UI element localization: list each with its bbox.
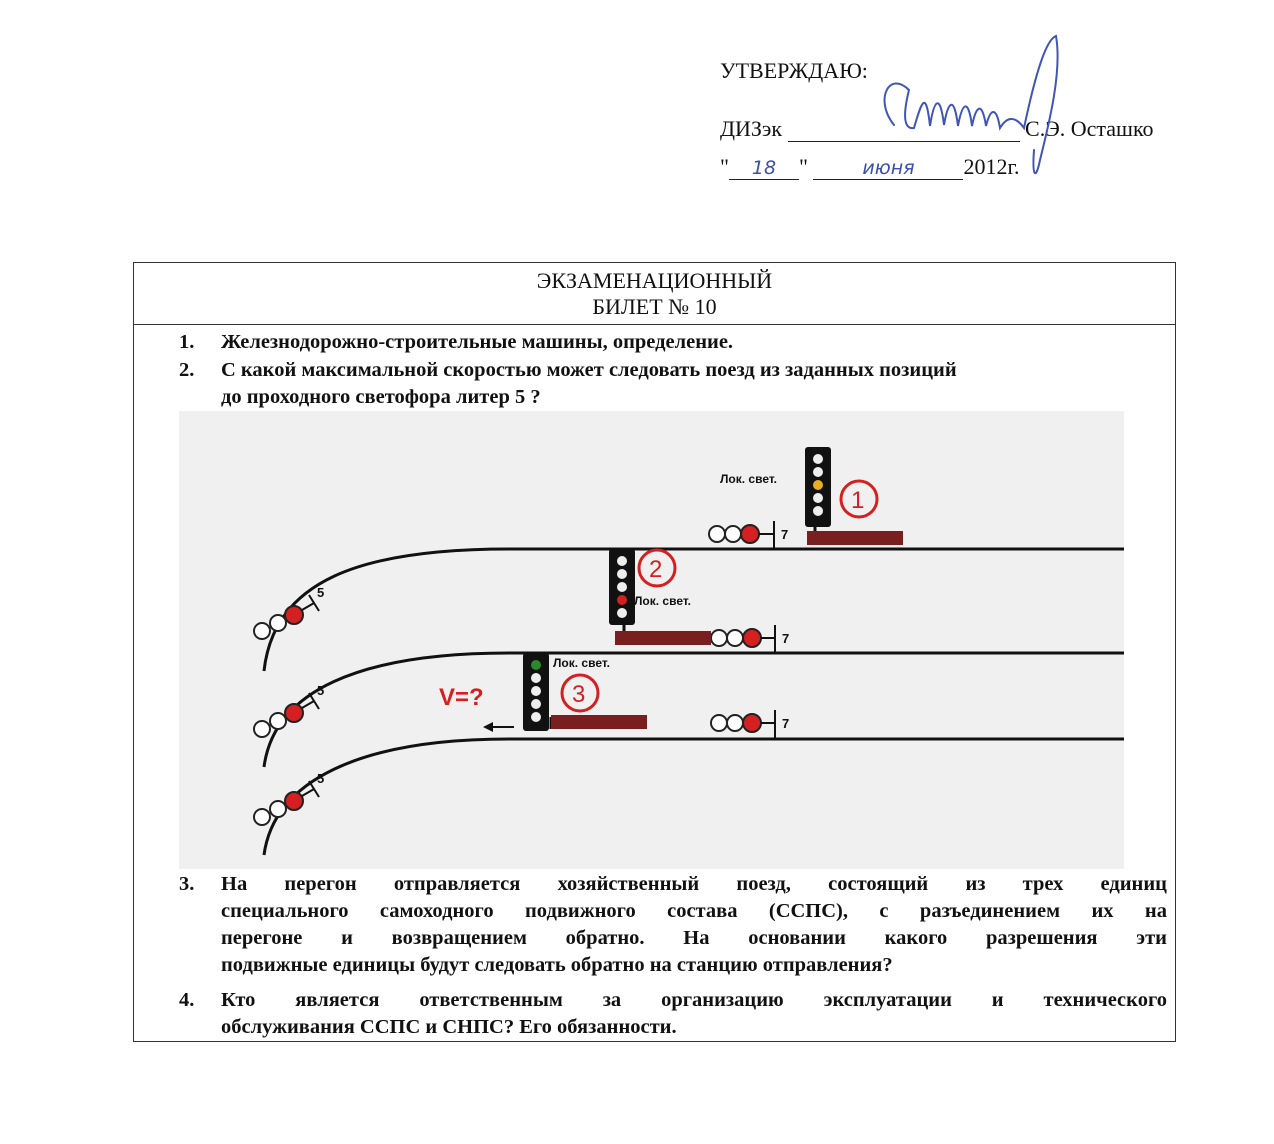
loco-signal-label: Лок. свет. bbox=[553, 656, 610, 670]
signal-literal-label: 7 bbox=[782, 631, 790, 646]
signal-literal-label: 7 bbox=[782, 716, 790, 731]
signal-literal-label: 5 bbox=[317, 585, 325, 600]
question-text: Железнодорожно-строительные машины, определение. bbox=[221, 331, 734, 353]
signal-5-track-1 bbox=[254, 585, 324, 639]
position-number: 3 bbox=[572, 681, 586, 708]
question-text-line: С какой максимальной скоростью может следовать поезд из заданных позиций bbox=[221, 359, 957, 381]
signal-7-track-3 bbox=[711, 710, 789, 738]
diagram-svg bbox=[179, 411, 1124, 869]
question-text-line: На перегон отправляется хозяйственный поезд, состоящий из трех единиц bbox=[221, 873, 1167, 895]
date-day: 18 bbox=[729, 157, 799, 180]
handwritten-signature bbox=[864, 30, 1064, 180]
question-text-line: до проходного светофора литер 5 ? bbox=[221, 386, 541, 408]
position-3 bbox=[439, 653, 647, 732]
track-3 bbox=[264, 739, 1124, 855]
quote-open: " bbox=[720, 154, 729, 179]
approve-word: УТВЕРЖДАЮ: bbox=[720, 58, 868, 83]
question-text-line: специального самоходного подвижного состава (ССПС), с разъединением их на bbox=[221, 900, 1167, 922]
question-text-line: Кто является ответственным за организацию эксплуатации и технического bbox=[221, 989, 1167, 1011]
question-4 bbox=[179, 987, 1167, 1043]
approver-name: С.Э. Осташко bbox=[1025, 116, 1154, 141]
signal-7-track-1 bbox=[709, 521, 788, 549]
signal-literal-label: 5 bbox=[317, 683, 325, 698]
ticket-title: ЭКЗАМЕНАЦИОННЫЙ bbox=[536, 268, 773, 293]
exam-ticket bbox=[133, 262, 1176, 1042]
question-text-line: перегоне и возвращением обратно. На основании какого разрешения эти bbox=[221, 927, 1167, 949]
signal-literal-label: 7 bbox=[781, 527, 789, 542]
question-3 bbox=[179, 871, 1167, 983]
ticket-header bbox=[134, 263, 1175, 325]
railway-diagram bbox=[179, 411, 1124, 869]
question-number: 3. bbox=[179, 873, 195, 895]
quote-close: " bbox=[798, 154, 808, 179]
loco-signal-label: Лок. свет. bbox=[634, 594, 691, 608]
question-text-line: обслуживания ССПС и СНПС? Его обязанности. bbox=[221, 1016, 677, 1038]
position-number: 1 bbox=[851, 487, 865, 514]
date-year: 2012г. bbox=[963, 154, 1020, 179]
question-number: 2. bbox=[179, 359, 195, 381]
signal-7-track-2 bbox=[711, 625, 789, 653]
loco-signal-label: Лок. свет. bbox=[720, 472, 777, 486]
question-text-line: подвижные единицы будут следовать обратно на станцию отправления? bbox=[221, 954, 893, 976]
ticket-number: БИЛЕТ № 10 bbox=[592, 294, 717, 319]
question-number: 1. bbox=[179, 331, 195, 353]
position-number: 2 bbox=[649, 556, 663, 583]
position-2 bbox=[609, 549, 711, 645]
approver-position: ДИЗэк bbox=[720, 116, 783, 141]
question-2 bbox=[179, 357, 1139, 411]
signal-literal-label: 5 bbox=[317, 771, 325, 786]
question-number: 4. bbox=[179, 989, 195, 1011]
speed-question: V=? bbox=[439, 684, 484, 711]
date-month: июня bbox=[813, 157, 963, 180]
